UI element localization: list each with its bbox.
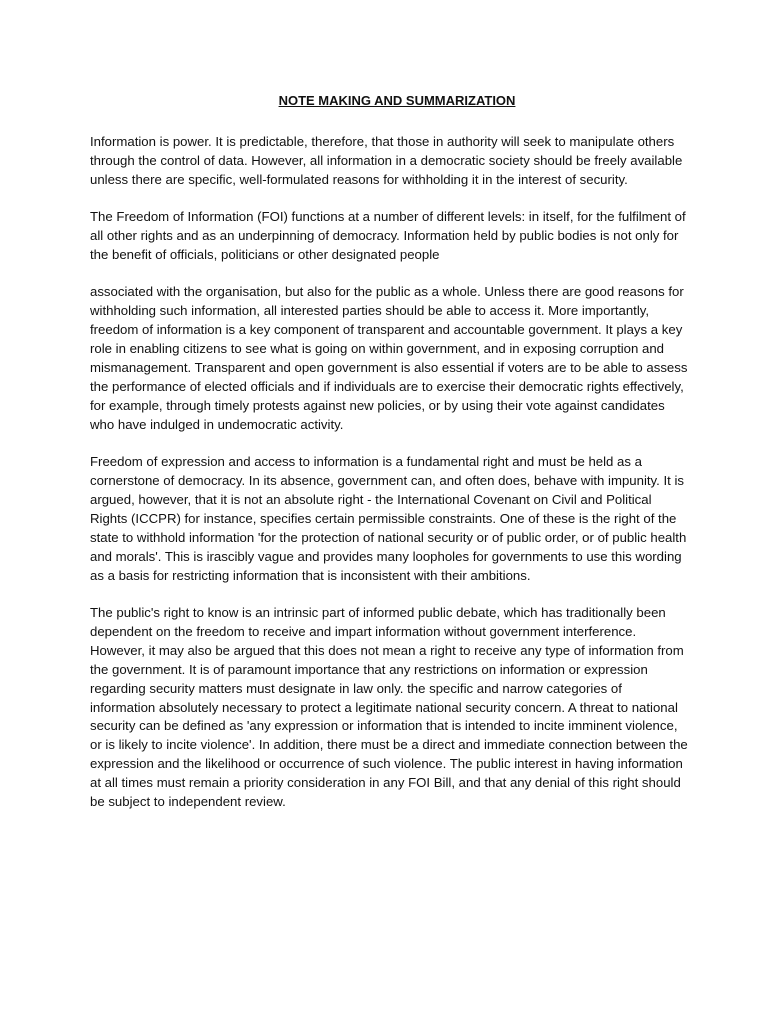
document-title: NOTE MAKING AND SUMMARIZATION [278,93,516,108]
paragraph-4: Freedom of expression and access to information is a fundamental right and must be held as a cornerstone of democracy. In its absence, government can, and often does, behave with impunity. It is argued, however, that it is not an absolute right - the International Covenant on Civil and Political Rights (ICCPR) for instance, specifies certain permissible constraints. One of these is the right of the state to withhold information 'for the protection of national security or of public order, or of public health and morals'. This is irascibly vague and provides many loopholes for governments to use this wording as a basis for restricting information that is inconsistent with their ambitions. [90,454,687,583]
paragraph-3: associated with the organisation, but also for the public as a whole. Unless there are good reasons for withholding such information, all interested parties should be able to access it. More importantly, freedom of information is a key component of transparent and accountable government. It plays a key role in enabling citizens to see what is going on within government, and in exposing corruption and mismanagement. Transparent and open government is also essential if voters are to be able to assess the performance of elected officials and if individuals are to exercise their democratic rights effectively, for example, through timely protests against new policies, or by using their vote against candidates who have indulged in undemocratic activity. [90,284,688,432]
paragraph-2: The Freedom of Information (FOI) functions at a number of different levels: in itself, for the fulfilment of all other rights and as an underpinning of democracy. Information held by public bodies is not only for the benefit of officials, politicians or other designated people [90,209,686,263]
paragraph-1: Information is power. It is predictable, therefore, that those in authority will seek to manipulate others through the control of data. However, all information in a democratic society should be freely available unless there are specific, well-formulated reasons for withholding it in the interest of security. [90,134,683,187]
paragraph-5: The public's right to know is an intrinsic part of informed public debate, which has traditionally been dependent on the freedom to receive and impart information without government interference. However, it may also be argued that this does not mean a right to receive any type of information from the government. It is of paramount importance that any restrictions on information or expression regarding security matters must designate in law only. the specific and narrow categories of information absolutely necessary to protect a legitimate national security concern. A threat to national security can be defined as 'any expression or information that is intended to incite imminent violence, or is likely to incite violence'. In addition, there must be a direct and immediate connection between the expression and the likelihood or occurrence of such violence. The public interest in having information at all times must remain a priority consideration in any FOI Bill, and that any denial of this right should be subject to independent review. [90,605,688,810]
document-page [90,92,690,831]
